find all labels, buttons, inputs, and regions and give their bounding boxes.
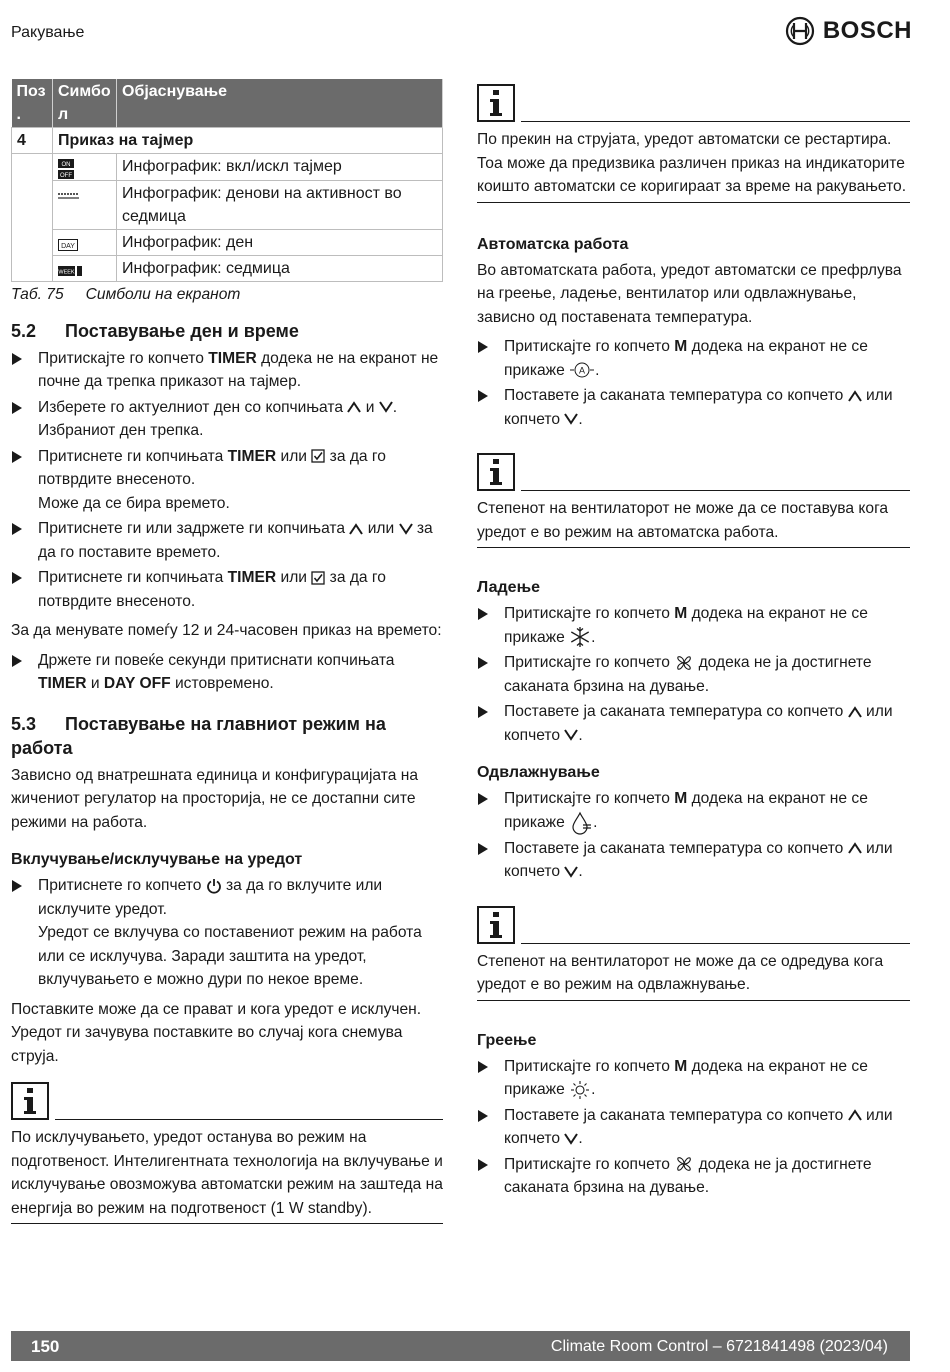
steps-onoff — [11, 874, 443, 992]
up-arrow-icon — [848, 1109, 862, 1121]
table-row — [12, 230, 443, 256]
note-text: По исклучувањето, уредот останува во режим на подготвеност. Интелигентната технологија на вклучување и исклучување овозможува автоматски режим на заштеда на енергија во режим на подготвеност (1 W standby). — [11, 1129, 443, 1217]
off-label: OFF — [60, 173, 72, 179]
list-item: Поставете ја саканата температура со копчето или копчето . — [477, 1104, 910, 1151]
on-off-icon — [58, 159, 74, 179]
list-item: Притиснете ги или задржете ги копчињата или за да го поставите времето. — [11, 517, 443, 564]
note-text: Степенот на вентилаторот не може да се одредува кога уредот е во режим на одвлажнување. — [477, 952, 884, 993]
left-column — [11, 79, 443, 1234]
list-item: Притиснете го копчето за да го вклучите или исклучите уредот. Уредот се вклучува со поставениот режим на работа или се исклучува. Заради заштита на уредот, вклучувањето е можно дури по некое време. — [11, 874, 443, 992]
group-label: Приказ на тајмер — [53, 128, 443, 154]
paragraph: Во автоматската работа, уредот автоматски се префрлува на греење, ладење, вентилатор или одвлажнување, зависно од поставената температура. — [477, 261, 902, 326]
day-icon — [58, 239, 78, 251]
steps-5-2b — [11, 649, 443, 696]
info-note — [477, 84, 910, 203]
bosch-logo-icon — [785, 16, 815, 46]
table-caption: Таб. 75 Симболи на екранот — [11, 286, 241, 303]
subheading-heat: Греење — [477, 1031, 537, 1049]
down-arrow-icon — [379, 401, 393, 413]
subheading-dry: Одвлажнување — [477, 764, 600, 781]
list-item: Поставете ја саканата температура со копчето или копчето . — [477, 700, 910, 747]
fan-icon — [674, 654, 694, 672]
row-text: Инфографик: денови на активност во седмица — [117, 181, 443, 230]
list-item: Држете ги повеќе секунди притиснати копчињата TIMER и DAY OFF истовремено. — [11, 649, 443, 696]
info-note — [11, 1082, 443, 1224]
brand-name: BOSCH — [822, 17, 912, 45]
list-item: Изберете го актуелниот ден со копчињата и . Избраниот ден трепка. — [11, 396, 443, 443]
section-label: Ракување — [11, 24, 85, 41]
subheading-auto: Автоматска работа — [477, 235, 629, 253]
up-arrow-icon — [848, 842, 862, 854]
list-item: Притискајте го копчето M додека на екранот не се прикаже . — [477, 602, 910, 649]
table-row — [12, 181, 443, 230]
auto-mode-icon — [569, 361, 595, 379]
week-label: WEEK — [58, 269, 75, 276]
week-icon — [58, 266, 82, 276]
info-note — [477, 906, 910, 1001]
row-text: Инфографик: седмица — [117, 256, 443, 282]
info-icon — [477, 84, 515, 122]
steps-cool — [477, 602, 910, 747]
table-row — [12, 154, 443, 181]
row-text: Инфографик: ден — [117, 230, 443, 256]
list-item: Поставете ја саканата температура со копчето или копчето . — [477, 837, 910, 884]
down-arrow-icon — [399, 523, 413, 535]
steps-auto — [477, 335, 910, 431]
paragraph: Поставките може да се прават и кога уредот е исклучен. Уредот ги зачувува поставките во случај кога снемува струја. — [11, 1000, 422, 1065]
list-item: Притискајте го копчето додека не ја достигнете саканата брзина на дување. — [477, 1153, 910, 1200]
right-column — [477, 84, 910, 1204]
down-arrow-icon — [564, 413, 578, 425]
week-days-icon — [58, 191, 80, 201]
list-item: Притискајте го копчето M додека на екранот не се прикаже . — [477, 787, 910, 835]
note-text: По прекин на струјата, уредот автоматски се рестартира. Тоа може да предизвика различен приказ на индикаторите коишто автоматски се коригираат за време на ракувањето. — [477, 131, 907, 195]
power-icon — [206, 878, 222, 894]
bosch-logo — [785, 16, 912, 46]
checkbox-icon — [311, 571, 325, 585]
info-note — [477, 453, 910, 548]
subheading-cool: Ладење — [477, 579, 540, 596]
note-text: Степенот на вентилаторот не може да се поставува кога уредот е во режим на автоматска работа. — [477, 500, 889, 541]
info-icon — [477, 453, 515, 491]
subheading-onoff: Вклучување/исклучување на уредот — [11, 851, 303, 868]
fan-icon — [674, 1155, 694, 1173]
down-arrow-icon — [564, 729, 578, 741]
table-header-pos: Поз . — [12, 79, 53, 128]
symbols-table — [11, 79, 443, 282]
paragraph: Зависно од внатрешната единица и конфигурацијата на жичениот регулатор на просторија, не се достапни сите режими на работа. — [11, 766, 419, 831]
footer-bar — [11, 1331, 910, 1361]
table-header-explanation: Објаснување — [117, 79, 443, 128]
down-arrow-icon — [564, 1133, 578, 1145]
up-arrow-icon — [848, 390, 862, 402]
list-item: Притиснете ги копчињата TIMER или за да го потврдите внесеното. Може да се бира времето. — [11, 445, 443, 516]
list-item: Притискајте го копчето M додека на екранот не се прикаже A . — [477, 335, 910, 382]
snowflake-icon — [569, 626, 591, 648]
up-arrow-icon — [349, 523, 363, 535]
day-label: DAY — [61, 242, 75, 250]
table-group-row — [12, 128, 443, 154]
paragraph: За да менувате помеѓу 12 и 24-часовен приказ на времето: — [11, 622, 442, 639]
checkbox-icon — [311, 449, 325, 463]
list-item: Поставете ја саканата температура со копчето или копчето . — [477, 384, 910, 431]
steps-5-2 — [11, 347, 443, 614]
list-item: Притискајте го копчето додека не ја достигнете саканата брзина на дување. — [477, 651, 910, 698]
section-heading-5-2: 5.2 Поставување ден и време — [11, 320, 299, 341]
table-header-symbol: Симбо л — [53, 79, 117, 128]
table-row — [12, 256, 443, 282]
row-text: Инфографик: вкл/искл тајмер — [117, 154, 443, 181]
list-item: Притискајте го копчето M додека на екранот не се прикаже . — [477, 1055, 910, 1102]
on-label: ON — [61, 162, 71, 168]
sun-icon — [569, 1080, 591, 1100]
steps-dry — [477, 787, 910, 884]
group-pos: 4 — [12, 128, 53, 154]
up-arrow-icon — [347, 401, 361, 413]
info-icon — [11, 1082, 49, 1120]
page-number: 150 — [31, 1337, 60, 1356]
list-item: Притиснете ги копчињата TIMER или за да го потврдите внесеното. — [11, 566, 443, 613]
up-arrow-icon — [848, 706, 862, 718]
droplet-icon — [569, 811, 593, 835]
document-id: Climate Room Control – 6721841498 (2023/04) — [550, 1338, 888, 1355]
list-item: Притискајте го копчето TIMER додека не на екранот не почне да трепка приказот на тајмер. — [11, 347, 443, 394]
steps-heat — [477, 1055, 910, 1200]
down-arrow-icon — [564, 866, 578, 878]
info-icon — [477, 906, 515, 944]
svg-text:A: A — [579, 365, 586, 376]
section-heading-5-3: 5.3 Поставување на главниот режим на работа — [11, 713, 386, 758]
